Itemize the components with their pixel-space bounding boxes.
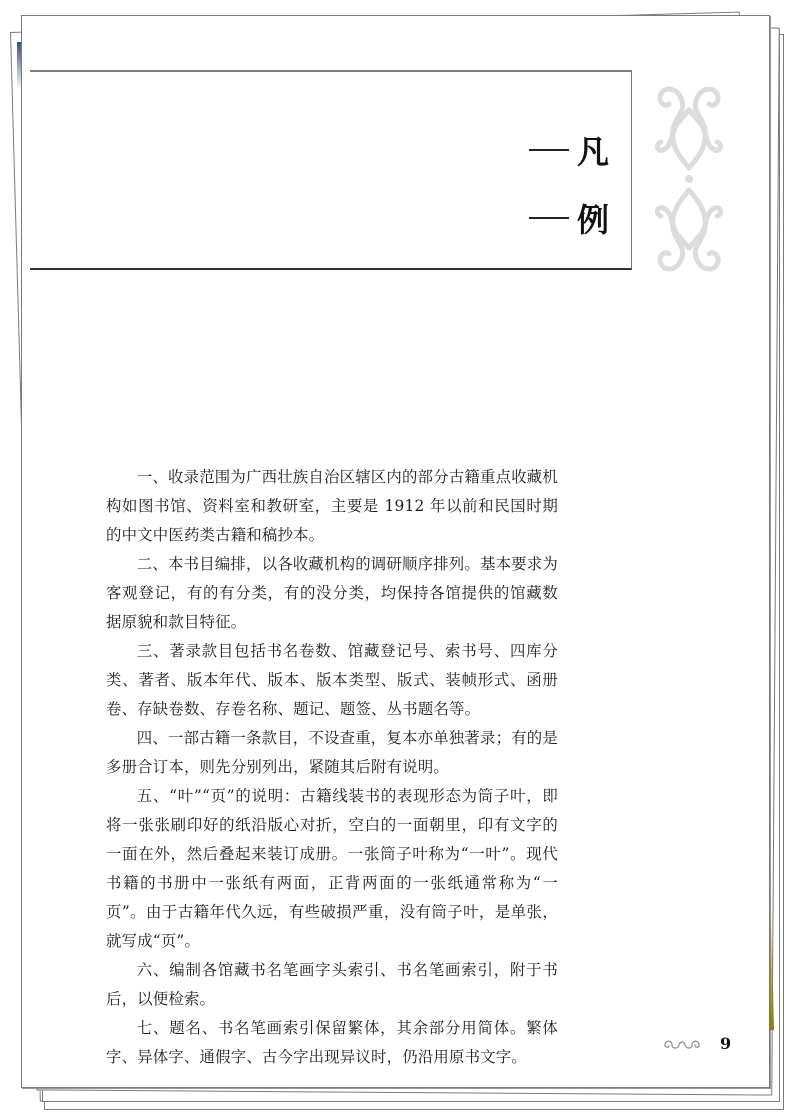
paragraph-4: 四、一部古籍一条款目，不设查重，复本亦单独著录；有的是多册合订本，则先分别列出，紧随其后附有说明。	[106, 729, 558, 776]
title-dash	[529, 149, 569, 151]
document-page	[21, 15, 770, 1088]
title-char-1: 凡	[576, 133, 609, 171]
body-text	[106, 463, 558, 1072]
title-line-2	[529, 195, 609, 241]
title-dash	[529, 217, 569, 219]
page-footer	[662, 1034, 731, 1053]
paragraph-7: 七、题名、书名笔画索引保留繁体，其余部分用简体。繁体字、异体字、通假字、古今字出现异议时，仍沿用原书文字。	[106, 1019, 558, 1066]
paragraph-3: 三、著录款目包括书名卷数、馆藏登记号、索书号、四库分类、著者、版本年代、版本、版本类型、版式、装帧形式、函册卷、存缺卷数、存卷名称、题记、题签、丛书题名等。	[106, 642, 558, 718]
paragraph-6: 六、编制各馆藏书名笔画字头索引、书名笔画索引，附于书后，以便检索。	[106, 961, 558, 1008]
scroll-ornament-icon	[651, 68, 727, 290]
title-line-1	[529, 127, 609, 173]
title-box	[30, 70, 632, 270]
paragraph-2: 二、本书目编排，以各收藏机构的调研顺序排列。基本要求为客观登记，有的有分类，有的没分类，均保持各馆提供的馆藏数据原貌和款目特征。	[106, 555, 558, 631]
page-number: 9	[720, 1034, 732, 1053]
title-char-2: 例	[576, 201, 609, 239]
paragraph-5: 五、“叶”“页”的说明：古籍线装书的表现形态为筒子叶，即将一张张刷印好的纸沿版心对折，空白的一面朝里，印有文字的一面在外，然后叠起来装订成册。一张筒子叶称为“一叶”。现代书籍的书册中一张纸有两面，正背两面的一张纸通常称为“一页”。由于古籍年代久远，有些破损严重，没有筒子叶，是单张，就写成“页”。	[106, 787, 558, 950]
scroll-flourish-icon	[662, 1037, 702, 1051]
paragraph-1: 一、收录范围为广西壮族自治区辖区内的部分古籍重点收藏机构如图书馆、资料室和教研室，主要是 1912 年以前和民国时期的中文中医药类古籍和稿抄本。	[106, 468, 558, 544]
